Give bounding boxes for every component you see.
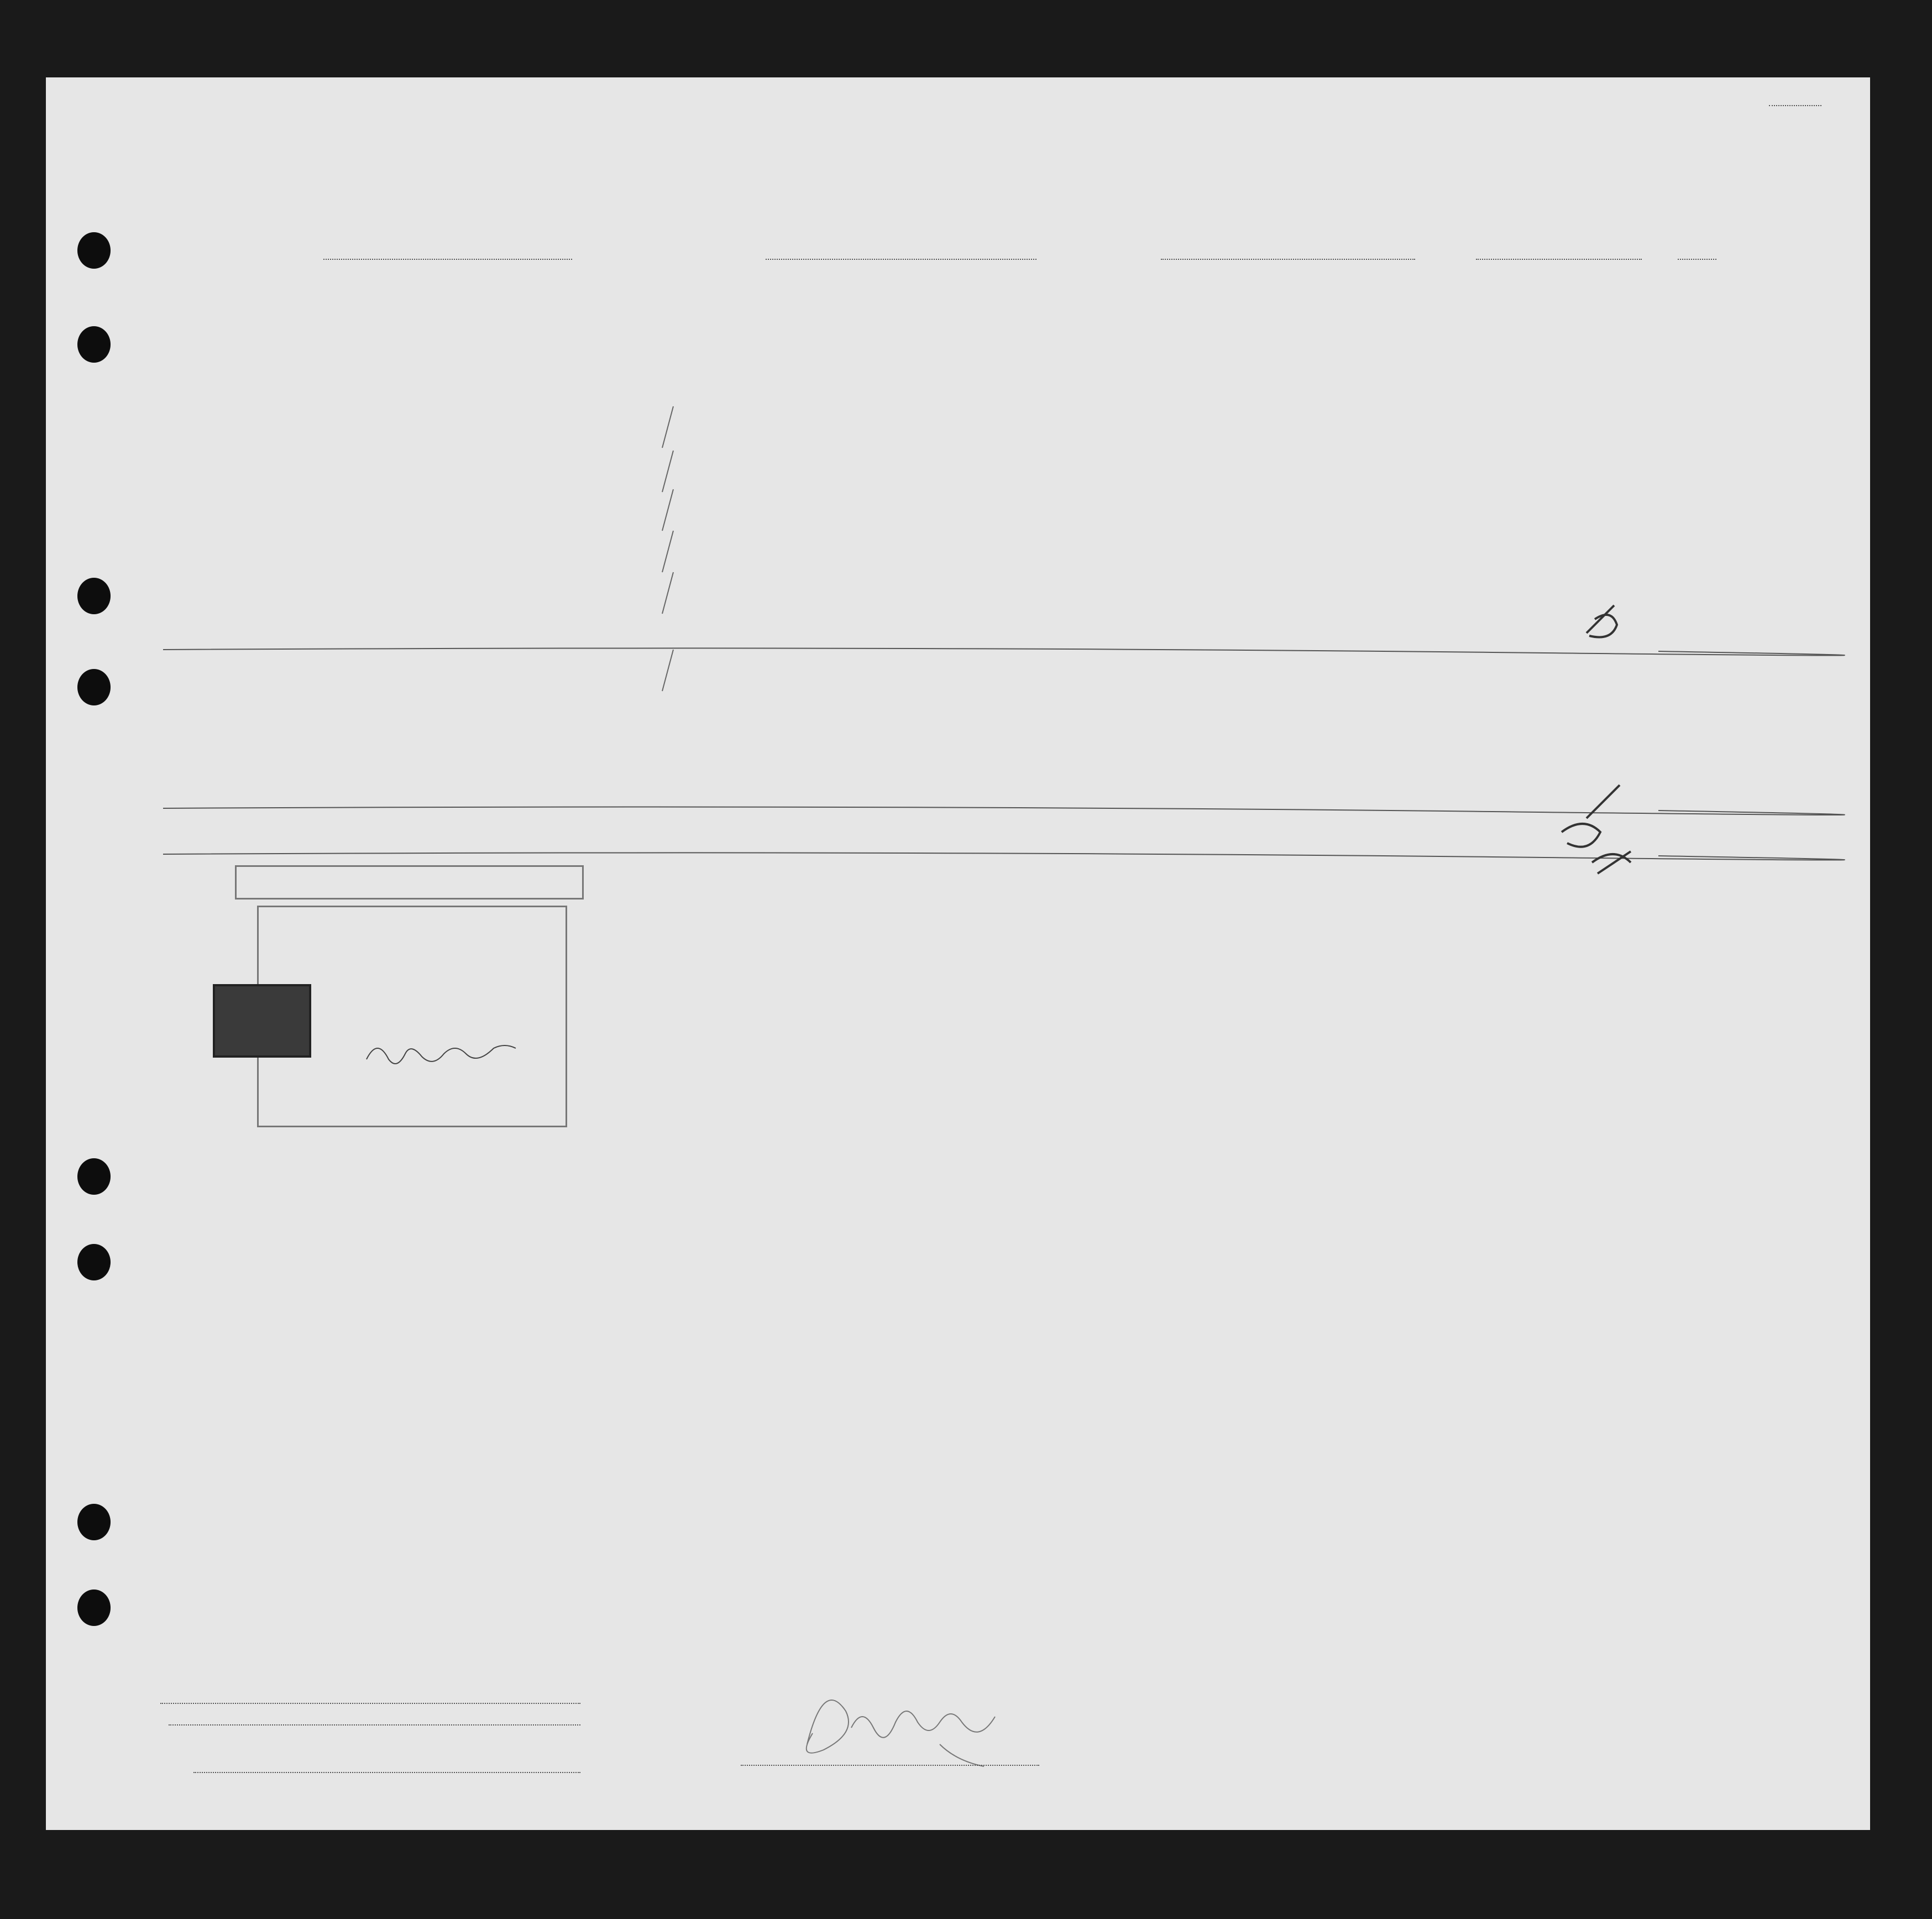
inspector-line bbox=[741, 1765, 1039, 1766]
line-value bbox=[160, 1703, 580, 1704]
inspector-signature bbox=[796, 1661, 1028, 1772]
inspector-initial-10 bbox=[1562, 785, 1620, 847]
closed-stamp bbox=[235, 865, 584, 900]
inspector-initial-11 bbox=[1592, 851, 1631, 874]
inspector-initial-6 bbox=[1587, 605, 1617, 637]
local-agents-line bbox=[193, 1772, 580, 1773]
strike-row-6 bbox=[163, 648, 1845, 655]
owners-value bbox=[169, 1724, 580, 1725]
consul-signature bbox=[364, 1037, 530, 1070]
strike-row-11 bbox=[163, 853, 1845, 860]
fee-stamp bbox=[213, 984, 311, 1058]
